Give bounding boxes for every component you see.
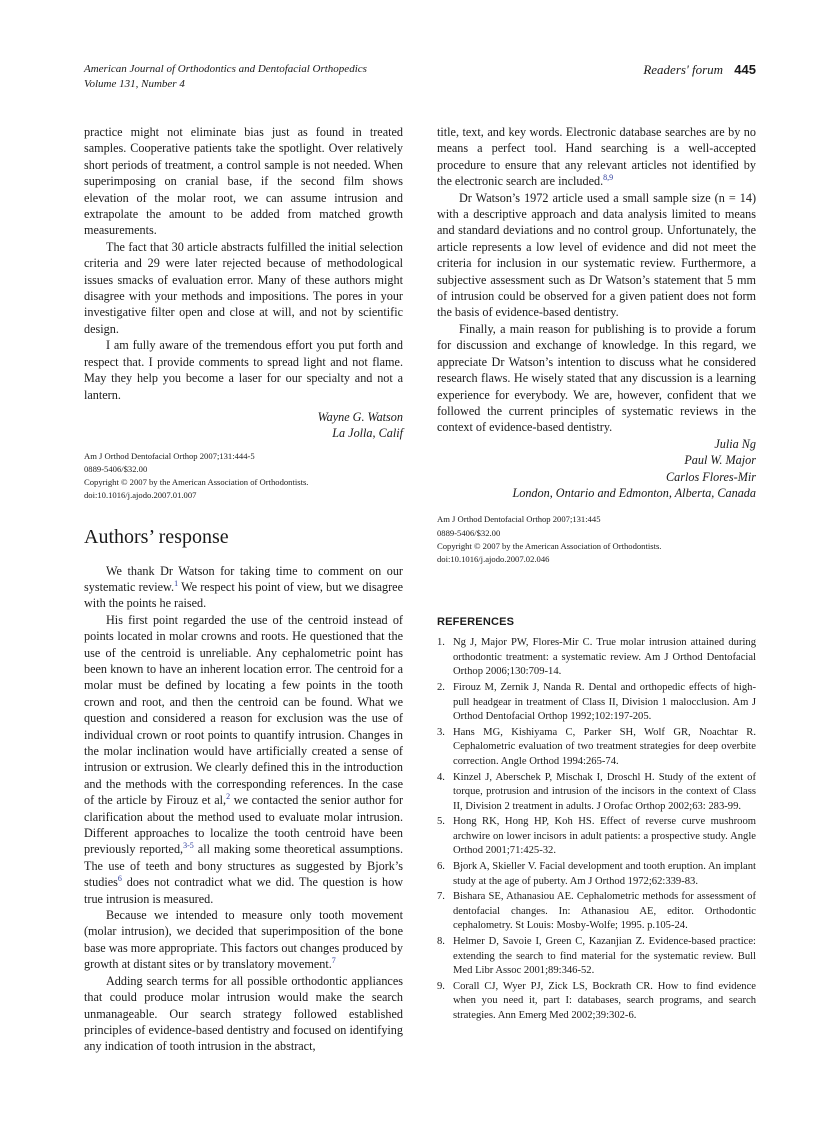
text-run: does not contradict what we did. The question is how true intrusion is measured. xyxy=(84,875,403,906)
text-run: We thank Dr Watson for taking time to comment on our systematic review. xyxy=(84,563,403,594)
running-head xyxy=(84,62,756,94)
response-paragraph xyxy=(84,612,403,907)
right-column xyxy=(437,124,756,1025)
text-run: We respect his point of view, but we disagree with the points he raised. xyxy=(84,579,403,611)
reference-item xyxy=(437,860,756,889)
text-run: Adding search terms for all possible orthodontic appliances that could produce molar intrusion would make the search unmanageable. Our search strategy followed established principles of evidence-based dentistry and focused on identifying any indication of tooth intrusion in the abstract, xyxy=(84,973,403,1054)
reference-item xyxy=(437,636,756,680)
reference-text: Firouz M, Zernik J, Nanda R. Dental and orthopedic effects of high-pull headgear in treatment of Class II, Division 1 malocclusion. Am J Orthod Dentofacial Orthop 1992;102:197-205. xyxy=(453,681,756,723)
reference-item xyxy=(437,890,756,934)
reference-item xyxy=(437,681,756,725)
citation-ref: Am J Orthod Dentofacial Orthop 2007;131:445 xyxy=(437,514,601,525)
section-name: Readers' forum xyxy=(643,62,724,77)
response-author: Julia Ng xyxy=(714,436,756,451)
letter-paragraph: The fact that 30 article abstracts fulfilled the initial selection criteria and 29 were later rejected because of methodological issues smacks of evaluation error. Many of these authors might disagree with your methods and impositions. The pores in your investigative filter open and close at will, and not by scientific design. xyxy=(84,239,403,336)
reference-item xyxy=(437,771,756,815)
reference-link[interactable]: 8,9 xyxy=(603,173,614,183)
journal-title: American Journal of Orthodontics and Dentofacial Orthopedics xyxy=(84,63,367,75)
reference-text: Ng J, Major PW, Flores-Mir C. True molar intrusion attained during orthodontic treatment: a systematic review. Am J Orthod Dentofacial Orthop 2006;130:709-14. xyxy=(453,637,756,678)
reference-text: Hans MG, Kishiyama C, Parker SH, Wolf GR, Noachtar R. Cephalometric evaluation of two treatment strategies for deep overbite correction. Angle Orthod 1994:265-74. xyxy=(453,726,756,767)
response-location: London, Ontario and Edmonton, Alberta, Canada xyxy=(512,485,756,500)
reference-text: Helmer D, Savoie I, Green C, Kazanjian Z. Evidence-based practice: extending the search to find material for the systematic review. Bull Med Libr Assoc 2001;89:346-52. xyxy=(453,936,756,977)
response-paragraph xyxy=(84,907,403,973)
citation-issn: 0889-5406/$32.00 xyxy=(84,463,148,474)
citation-copyright: Copyright © 2007 by the American Association of Orthodontists. xyxy=(84,477,309,488)
response-author: Carlos Flores-Mir xyxy=(666,469,756,484)
reference-text: Corall CJ, Wyer PJ, Zick LS, Bockrath CR. How to find evidence when you need it, part I: databases, search programs, and search strategies. Ann Emerg Med 2002;39:302-6. xyxy=(453,980,756,1021)
reference-number: 2. xyxy=(437,681,445,693)
reference-item xyxy=(437,726,756,770)
response-paragraph: Finally, a main reason for publishing is to provide a forum for discussion and exchange of knowledge. In this regard, we appreciate Dr Watson’s intention to discuss what he considered research flaws. He wisely stated that any discussion is a learning experience for everybody. We are, however, confident that we followed the current principles of systematic reviews in the context of evidence-based dentistry. xyxy=(437,321,756,435)
reference-text: Bjork A, Skieller V. Facial development and tooth eruption. An implant study at the age of puberty. Am J Orthod 1972;62:339-83. xyxy=(453,861,756,887)
reference-number: 6. xyxy=(437,861,445,873)
citation-ref: Am J Orthod Dentofacial Orthop 2007;131:444-5 xyxy=(84,450,255,461)
citation-copyright: Copyright © 2007 by the American Association of Orthodontists. xyxy=(437,540,662,551)
reference-item xyxy=(437,935,756,979)
text-run: all making some theoretical assumptions. The use of teeth and bony structures as suggested by Bjork’s studies xyxy=(84,842,403,890)
reference-number: 4. xyxy=(437,771,445,783)
reference-number: 7. xyxy=(437,891,445,903)
reference-number: 9. xyxy=(437,980,445,992)
response-citation xyxy=(437,513,756,566)
reference-link[interactable]: 6 xyxy=(117,874,122,884)
section-info xyxy=(643,62,756,77)
section-title: Authors’ response xyxy=(84,525,229,548)
letter-signature xyxy=(84,409,403,442)
reference-item xyxy=(437,980,756,1024)
letter-author: Wayne G. Watson xyxy=(317,409,403,424)
reference-text: Bishara SE, Athanasiou AE. Cephalometric methods for assessment of dentofacial changes. In: Athanasiou AE, editor. Orthodontic cephalometry. St Louis: Mosby-Wolfe; 1995. p.105-24. xyxy=(453,891,756,932)
reference-link[interactable]: 3-5 xyxy=(183,841,194,851)
text-run: we contacted the senior author for clarification about the method used to evaluate molar intrusion. Different approaches to localize the tooth centroid have been previously reported, xyxy=(84,793,403,857)
response-author: Paul W. Major xyxy=(684,453,756,468)
journal-info xyxy=(84,62,367,92)
references-heading: REFERENCES xyxy=(437,616,515,629)
reference-link[interactable]: 1 xyxy=(174,578,179,588)
response-paragraph-continued xyxy=(437,124,756,190)
citation-doi[interactable]: doi:10.1016/j.ajodo.2007.01.007 xyxy=(84,490,197,501)
reference-number: 1. xyxy=(437,637,445,649)
reference-item xyxy=(437,815,756,859)
text-run: His first point regarded the use of the centroid instead of points located in molar crowns and roots. He questioned that the use of the centroid is unreliable. Any cephalometric point has been known to have an inherent location error. The centroid for a molar must be defined by locating a few points in the tooth crown and root, and then the centroid can be found. What we question and considered a reason for exclusion was the use of individual crown or root points to quantify intrusion. Changes in the molar inclination would have artificially created a sense of intrusion or extrusion. We clearly defined this in the introduction and the methods with the corresponding references. In the case of the article by Firouz et al, xyxy=(84,612,403,808)
text-run: Because we intended to measure only tooth movement (molar intrusion), we decided that superimposition of the bone base was more appropriate. This factors out changes produced by growth at distant sites or by translatory movement. xyxy=(84,908,403,972)
reference-link[interactable]: 2 xyxy=(226,792,231,802)
response-paragraph xyxy=(84,973,403,1055)
reference-number: 3. xyxy=(437,726,445,738)
text-run: title, text, and key words. Electronic database searches are by no means a perfect tool. Hand searching is a well-accepted procedure to ensure that any relevant articles not identified by the electronic search are included. xyxy=(437,125,756,189)
reference-text: Kinzel J, Aberschek P, Mischak I, Droschl H. Study of the extent of torque, protrusion and intrusion of the incisors in the context of Class II, Division 2 treatment in adults. J Orofac Orthop 2002;63: 283-99. xyxy=(453,771,756,812)
page-number: 445 xyxy=(734,62,756,77)
reference-number: 5. xyxy=(437,816,445,828)
citation-issn: 0889-5406/$32.00 xyxy=(437,527,501,538)
letter-paragraph: I am fully aware of the tremendous effort you put forth and respect that. I provide comments to spread light and not flame. May they help you become a laser for our specialty and not a lantern. xyxy=(84,338,403,402)
letter-citation xyxy=(84,450,403,503)
journal-volume: Volume 131, Number 4 xyxy=(84,78,185,90)
references-list xyxy=(437,636,756,1023)
citation-doi[interactable]: doi:10.1016/j.ajodo.2007.02.046 xyxy=(437,553,550,564)
response-paragraph: Dr Watson’s 1972 article used a small sample size (n = 14) with a descriptive approach and data analysis limited to means and standard deviations and no control group. Unfortunately, the article represents a low level of evidence and did not meet the criteria for inclusion in our systematic review. Furthermore, a subjective assessment such as Dr Watson’s statement that 5 mm of intrusion could be observed for a given patient does not form the basis of evidence-based dentistry. xyxy=(437,190,756,320)
letter-paragraph: practice might not eliminate bias just as found in treated samples. Cooperative patients take the spotlight. Over relatively short periods of treatment, a control sample is not needed. When superimposing on cranial base, if the second film shows elevation of the molar root, we can assume intrusion and extrapolate the amount to be added from matched growth measurements. xyxy=(84,125,403,238)
left-column xyxy=(84,124,403,1055)
reference-text: Hong RK, Hong HP, Koh HS. Effect of reverse curve mushroom archwire on lower incisors in adult patients: a prospective study. Angle Orthod 2001;71:425-32. xyxy=(453,816,756,857)
reference-number: 8. xyxy=(437,936,445,948)
response-signature xyxy=(437,436,756,502)
reference-link[interactable]: 7 xyxy=(331,956,336,966)
response-paragraph xyxy=(84,563,403,612)
letter-location: La Jolla, Calif xyxy=(332,426,403,441)
